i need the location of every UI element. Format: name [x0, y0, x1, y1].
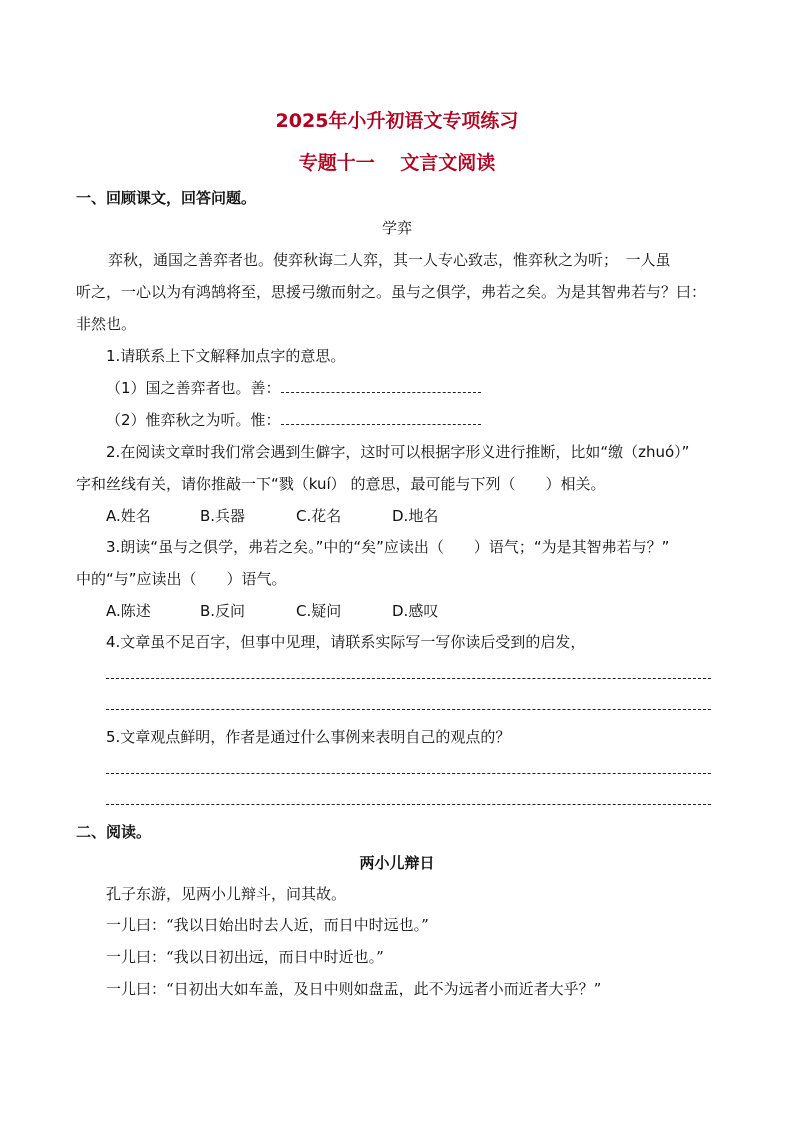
answer-line[interactable] — [106, 678, 711, 679]
question-2-line: 2.在阅读文章时我们常会遇到生僻字，这时可以根据字形义进行推断，比如“缴（zhuó）” — [106, 443, 690, 461]
question-1-sub1 — [106, 378, 481, 398]
passage1-line: 听之，一心以为有鸿鹄将至，思援弓缴而射之。虽与之俱学，弗若之矣。为是其智弗若与？曰： — [76, 283, 707, 301]
passage2-title: 两小儿辩日 — [359, 854, 435, 872]
section1-heading: 一、回顾课文，回答问题。 — [76, 189, 257, 207]
question-1-stem: 1.请联系上下文解释加点字的意思。 — [106, 347, 346, 365]
answer-blank[interactable] — [281, 424, 481, 425]
answer-blank[interactable] — [281, 392, 481, 393]
passage2-line: 一儿曰：“我以日始出时去人近，而日中时远也。” — [106, 916, 429, 934]
passage1-line: 非然也。 — [76, 315, 137, 333]
question-3-option[interactable]: C.疑问 — [296, 602, 342, 620]
question-3-option[interactable]: A.陈述 — [106, 602, 151, 620]
question-3-line: 中的“与”应读出（ ）语气。 — [76, 570, 287, 588]
page-subtitle: 专题十一 文言文阅读 — [298, 152, 496, 174]
question-3-line: 3.朗读“虽与之俱学，弗若之矣。”中的“矣”应读出（ ）语气；“为是其智弗若与？” — [106, 538, 670, 556]
passage1-title: 学弈 — [381, 219, 412, 237]
question-5-stem: 5.文章观点鲜明，作者是通过什么事例来表明自己的观点的？ — [106, 728, 511, 746]
passage2-line: 一儿曰：“日初出大如车盖，及日中则如盘盂，此不为远者小而近者大乎？” — [106, 980, 602, 998]
question-2-option[interactable]: C.花名 — [296, 507, 342, 525]
passage2-line: 孔子东游，见两小儿辩斗，问其故。 — [106, 885, 347, 903]
answer-line[interactable] — [106, 773, 711, 774]
question-2-option[interactable]: A.姓名 — [106, 507, 151, 525]
question-2-line: 字和丝线有关，请你推敲一下“戮（kuí） 的意思，最可能与下列（ ）相关。 — [76, 475, 606, 493]
question-1-sub1-text: （1）国之善弈者也。善： — [106, 379, 281, 397]
answer-line[interactable] — [106, 804, 711, 805]
question-2-option[interactable]: D.地名 — [392, 507, 439, 525]
passage2-line: 一儿曰：“我以日初出远，而日中时近也。” — [106, 948, 384, 966]
question-3-option[interactable]: D.感叹 — [392, 602, 439, 620]
answer-line[interactable] — [106, 709, 711, 710]
question-2-option[interactable]: B.兵器 — [200, 507, 246, 525]
question-1-sub2 — [106, 410, 481, 430]
page-title: 2025年小升初语文专项练习 — [275, 110, 519, 132]
question-3-option[interactable]: B.反问 — [200, 602, 246, 620]
question-1-sub2-text: （2）惟弈秋之为听。惟： — [106, 411, 281, 429]
passage1-line: 弈秋，通国之善弈者也。使弈秋诲二人弈，其一人专心致志，惟弈秋之为听； 一人虽 — [108, 251, 671, 269]
section2-heading: 二、阅读。 — [76, 823, 152, 841]
question-4-stem: 4.文章虽不足百字，但事中见理，请联系实际写一写你读后受到的启发， — [106, 633, 586, 651]
